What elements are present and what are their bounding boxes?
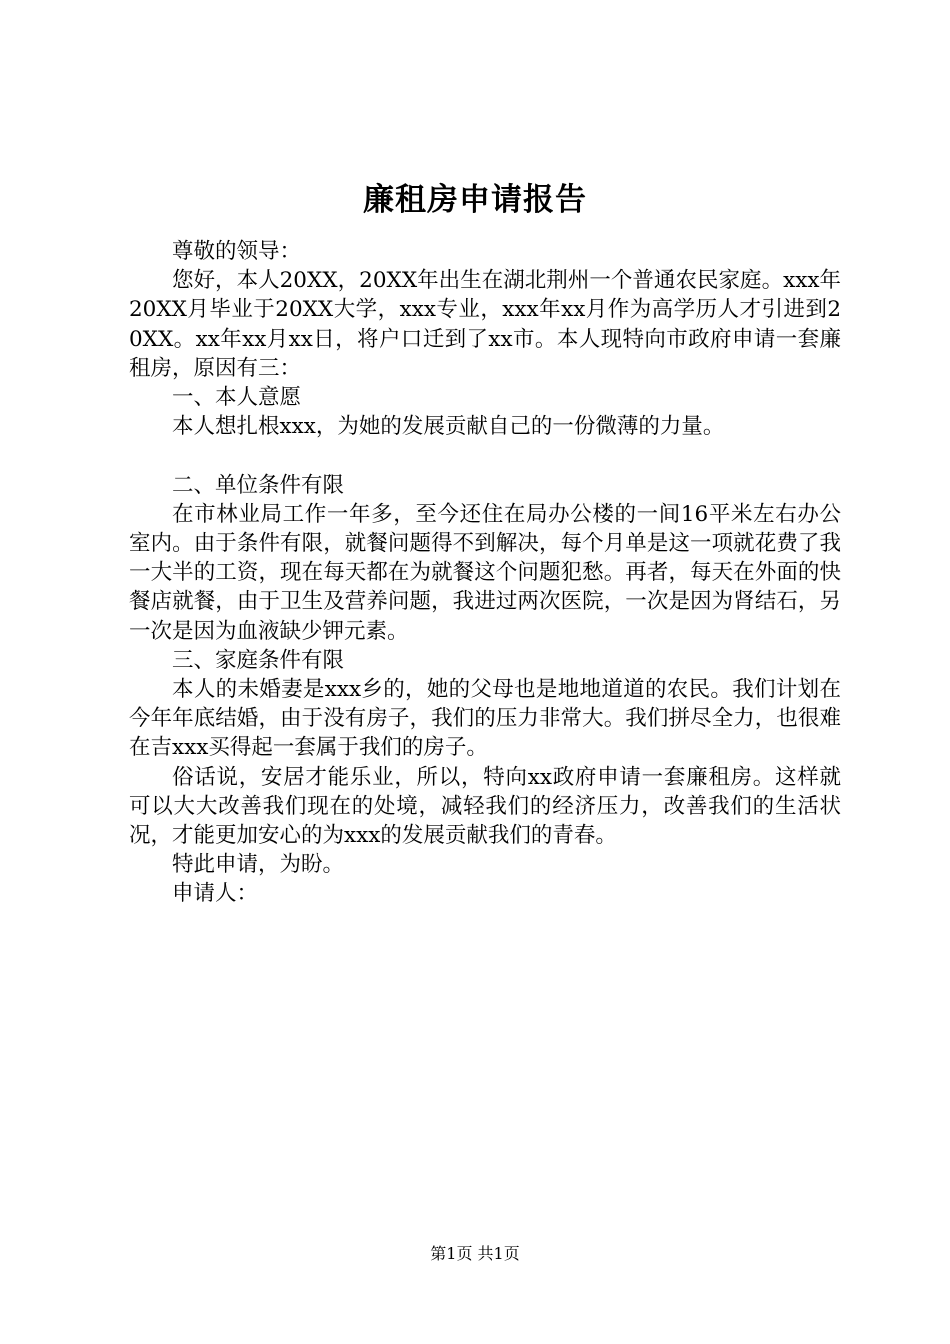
- salutation: 尊敬的领导：: [172, 239, 302, 264]
- reason2-heading: 二、单位条件有限: [172, 472, 345, 498]
- reason3-body: 本人的未婚妻是xxx乡的，她的父母也是地地道道的农民。我们计划在今年年底结婚，由于没有房子，我们的压力非常大。我们拼尽全力，也很难在吉xxx买得起一套属于我们的房子。: [129, 677, 841, 761]
- reason1-body: 本人想扎根xxx，为她的发展贡献自己的一份微薄的力量。: [172, 414, 725, 440]
- document-title: 廉租房申请报告: [363, 182, 587, 218]
- document-body: [129, 237, 841, 909]
- conclusion-paragraph: 俗话说，安居才能乐业，所以，特向xx政府申请一套廉租房。这样就可以大大改善我们现在的处境，减轻我们的经济压力，改善我们的生活状况，才能更加安心的为xxx的发展贡献我们的青春。: [129, 764, 841, 849]
- intro-paragraph: 您好，本人20XX，20XX年出生在湖北荆州一个普通农民家庭。xxx年20XX月毕业于20XX大学，xxx专业，xxx年xx月作为高学历人才引进到20XX。xx年xx月xx日，将户口迁到了xx市。本人现特向市政府申请一套廉租房，原因有三：: [129, 268, 841, 381]
- applicant-line: 申请人：: [172, 881, 259, 907]
- reason3-heading: 三、家庭条件有限: [172, 647, 345, 673]
- blank-line: [129, 441, 841, 470]
- reason1-heading: 一、本人意愿: [172, 385, 302, 411]
- page-footer: 第1页 共1页: [430, 1244, 520, 1263]
- closing-line: 特此申请，为盼。: [172, 852, 345, 878]
- reason2-body: 在市林业局工作一年多，至今还住在局办公楼的一间16平米左右办公室内。由于条件有限，就餐问题得不到解决，每个月单是这一项就花费了我一大半的工资，现在每天都在为就餐这个问题犯愁。再者，每天在外面的快餐店就餐，由于卫生及营养问题，我进过两次医院，一次是因为肾结石，另一次是因为血液缺少钾元素。: [129, 501, 841, 644]
